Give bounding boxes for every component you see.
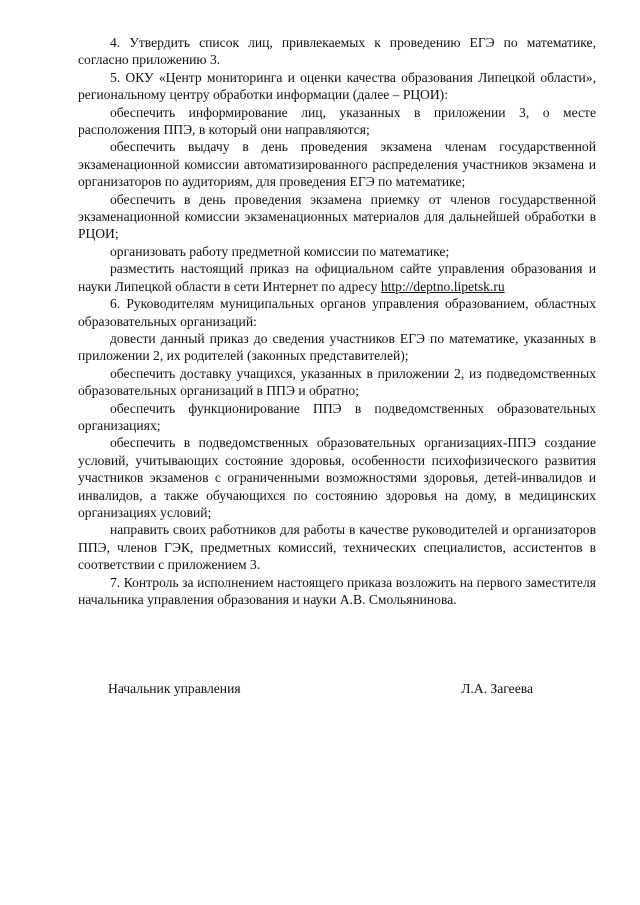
item-6-sub-1: довести данный приказ до сведения участников ЕГЭ по математике, указанных в приложении 2, их родителей (законных представителей); <box>78 330 596 364</box>
signature-name: Л.А. Загеева <box>461 681 533 696</box>
document-body <box>78 34 596 608</box>
item-6-sub-4: обеспечить в подведомственных образовательных организациях-ППЭ создание условий, учитывающих состояние здоровья, особенности психофизического развития участников экзаменов с ограниченными возможностями здоровья, детей-инвалидов и инвалидов, а также обучающихся по состоянию здоровья на дому, в медицинских организациях условий; <box>78 435 596 520</box>
item-5-sub-5-text: разместить настоящий приказ на официальном сайте управления образования и науки Липецкой области в сети Интернет по адресу <box>78 261 596 294</box>
signature-block <box>108 680 533 697</box>
item-5-sub-2: обеспечить выдачу в день проведения экзамена членам государственной экзаменационной комиссии автоматизированного распределения участников экзамена и организаторов по аудиториям, для проведения ЕГЭ по математике; <box>78 139 596 190</box>
item-6-sub-2: обеспечить доставку учащихся, указанных в приложении 2, из подведомственных образовательных организаций в ППЭ и обратно; <box>78 365 596 399</box>
item-6: 6. Руководителям муниципальных органов управления образованием, областных образовательных организаций: <box>78 296 596 329</box>
item-5-sub-5 <box>78 260 596 295</box>
item-6-sub-3: обеспечить функционирование ППЭ в подведомственных образовательных организациях; <box>78 400 596 433</box>
item-6-sub-5: направить своих работников для работы в качестве руководителей и организаторов ППЭ, членов ГЭК, предметных комиссий, технических специалистов, ассистентов в соответствии с приложением 3. <box>78 522 596 573</box>
item-5-sub-1: обеспечить информирование лиц, указанных в приложении 3, о месте расположения ППЭ, в который они направляются; <box>78 104 596 138</box>
item-5-sub-3: обеспечить в день проведения экзамена приемку от членов государственной экзаменационной комиссии экзаменационных материалов для дальнейшей обработки в РЦОИ; <box>78 191 596 242</box>
item-5-sub-4: организовать работу предметной комиссии по математике; <box>110 243 450 259</box>
item-7: 7. Контроль за исполнением настоящего приказа возложить на первого заместителя начальника управления образования и науки А.В. Смольянинова. <box>78 574 596 607</box>
item-4: 4. Утвердить список лиц, привлекаемых к проведению ЕГЭ по математике, согласно приложению 3. <box>78 35 596 68</box>
website-link[interactable]: http://deptno.lipetsk.ru <box>380 278 505 294</box>
signature-position: Начальник управления <box>108 681 241 696</box>
item-5: 5. ОКУ «Центр мониторинга и оценки качества образования Липецкой области», региональному центру обработки информации (далее – РЦОИ): <box>78 69 596 103</box>
